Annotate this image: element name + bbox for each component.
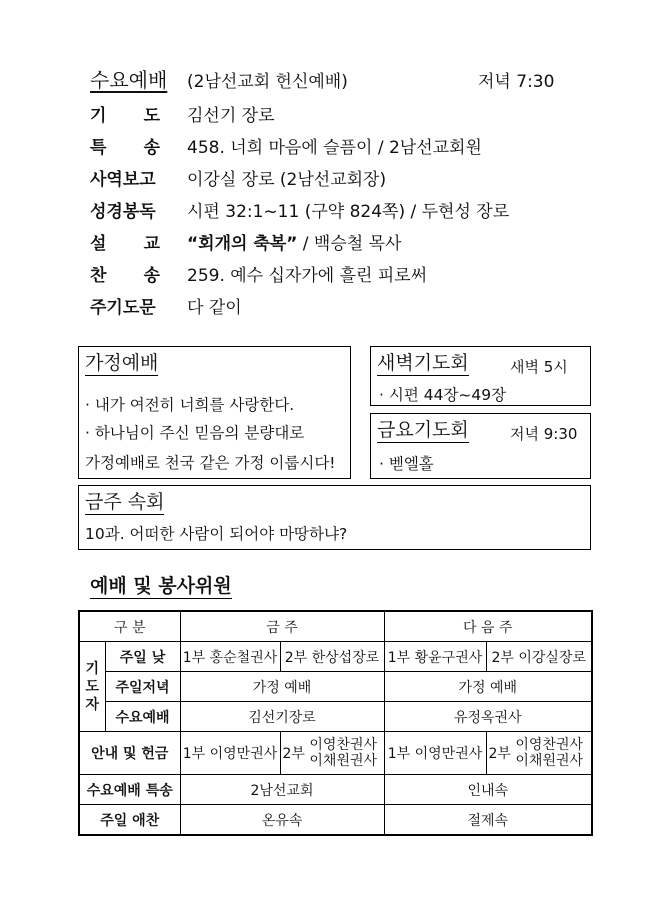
table-cell: 가정 예배 — [180, 672, 384, 702]
row-label: 수요예배 — [105, 702, 180, 732]
service-row-ministry-report — [90, 166, 610, 194]
section-title: 예배 및 봉사위원 — [90, 575, 232, 597]
family-worship-box — [78, 346, 351, 479]
service-label: 성경봉독 — [90, 202, 156, 222]
table-cell: 인내속 — [384, 775, 592, 805]
table-header-row — [79, 611, 592, 642]
service-value: 458. 너희 마음에 슬픔이 / 2남선교회원 — [187, 138, 482, 158]
table-cell: 2남선교회 — [180, 775, 384, 805]
weekly-meeting-title: 금주 속회 — [85, 491, 165, 513]
table-cell: 2부 이영찬권사 이채원권사 — [486, 732, 592, 775]
row-label: 안내 및 헌금 — [79, 732, 180, 775]
row-label: 수요예배 특송 — [79, 775, 180, 805]
table-cell: 1부 황윤구권사 — [384, 642, 486, 672]
table-cell: 2부 이영찬권사 이채원권사 — [280, 732, 384, 775]
table-cell: 온유속 — [180, 805, 384, 836]
family-worship-line: 가정예배로 천국 같은 가정 이룹시다! — [85, 454, 336, 472]
page-title: 수요예배 — [90, 68, 168, 92]
table-row — [79, 702, 592, 732]
service-row-prayer — [90, 102, 610, 130]
prayer-group-label: 기 도 자 — [79, 642, 105, 732]
table-cell: 2부 한상섭장로 — [280, 642, 384, 672]
row-label: 주일 애찬 — [79, 805, 180, 836]
table-row — [79, 775, 592, 805]
table-cell: 김선기장로 — [180, 702, 384, 732]
header-this-week: 금 주 — [180, 611, 384, 642]
service-row-hymn — [90, 262, 610, 290]
service-value: 이강실 장로 (2남선교회장) — [187, 170, 387, 190]
row-label: 주일 낮 — [105, 642, 180, 672]
service-value: 259. 예수 십자가에 흘린 피로써 — [187, 266, 428, 286]
service-value — [187, 230, 401, 258]
table-row — [79, 672, 592, 702]
service-label: 특 송 — [90, 138, 160, 158]
sermon-title: “회개의 축복” — [187, 234, 298, 254]
table-cell: 2부 이강실장로 — [486, 642, 592, 672]
service-time: 저녁 7:30 — [478, 72, 555, 92]
friday-prayer-time: 저녁 9:30 — [510, 425, 578, 443]
table-cell: 유정옥권사 — [384, 702, 592, 732]
dawn-prayer-time: 새벽 5시 — [510, 358, 568, 376]
weekly-meeting-text: 10과. 어떠한 사람이 되어야 마땅하냐? — [85, 525, 348, 543]
table-row — [79, 732, 592, 775]
service-row-special-song — [90, 134, 610, 162]
service-value: 다 같이 — [187, 298, 242, 318]
service-label: 주기도문 — [90, 298, 156, 318]
service-label: 찬 송 — [90, 266, 160, 286]
weekly-meeting-box — [78, 485, 591, 550]
table-cell: 절제속 — [384, 805, 592, 836]
service-row-scripture — [90, 198, 610, 226]
committee-table — [78, 610, 593, 836]
service-value: 시편 32:1~11 (구약 824쪽) / 두현성 장로 — [187, 202, 510, 222]
table-row — [79, 642, 592, 672]
friday-prayer-text: · 벧엘홀 — [379, 455, 434, 473]
dawn-prayer-text: · 시편 44장~49장 — [379, 386, 507, 404]
service-row-sermon — [90, 230, 610, 258]
sermon-preacher: / 백승철 목사 — [297, 234, 402, 254]
dawn-prayer-box — [370, 346, 591, 406]
service-row-lords-prayer — [90, 294, 610, 322]
table-cell: 1부 이영만권사 — [180, 732, 280, 775]
family-worship-line: · 내가 여전히 너희를 사랑한다. — [85, 396, 295, 414]
service-label: 설 교 — [90, 234, 160, 254]
table-cell: 1부 홍순철권사 — [180, 642, 280, 672]
family-worship-title: 가정예배 — [85, 352, 159, 374]
service-value: 김선기 장로 — [187, 106, 275, 126]
friday-prayer-title: 금요기도회 — [377, 419, 469, 441]
service-label: 사역보고 — [90, 170, 156, 190]
row-label: 주일저녁 — [105, 672, 180, 702]
table-cell: 가정 예배 — [384, 672, 592, 702]
dawn-prayer-title: 새벽기도회 — [377, 352, 469, 374]
header-next-week: 다 음 주 — [384, 611, 592, 642]
family-worship-line: · 하나님이 주신 믿음의 분량대로 — [85, 424, 305, 442]
table-row — [79, 805, 592, 836]
page-subtitle: (2남선교회 헌신예배) — [187, 72, 348, 92]
service-label: 기 도 — [90, 106, 160, 126]
table-cell: 1부 이영만권사 — [384, 732, 486, 775]
header-category: 구 분 — [79, 611, 180, 642]
friday-prayer-box — [370, 413, 591, 479]
